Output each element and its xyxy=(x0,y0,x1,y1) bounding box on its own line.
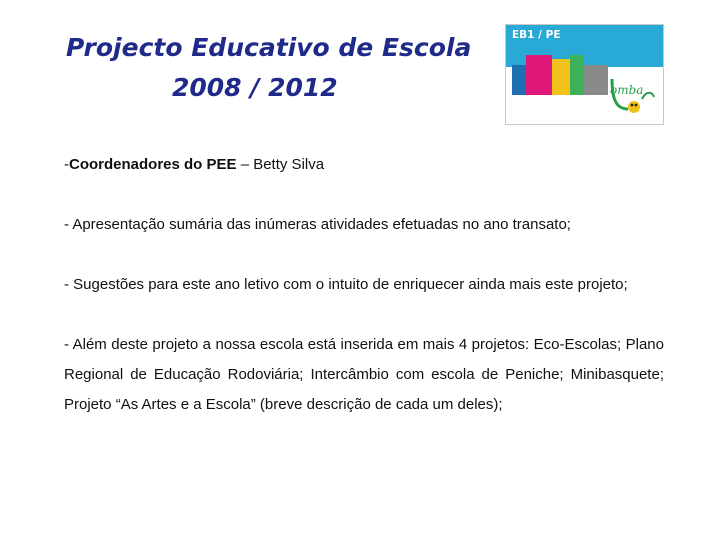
logo-stripe-blue xyxy=(512,65,526,95)
logo-stripe-magenta xyxy=(526,55,552,95)
bullet-item-3: - Além deste projeto a nossa escola está inserida em mais 4 projetos: Eco-Escolas; Plano Regional de Educação Rodoviária; Intercâmbio com escola de Peniche; Minibasquete; Projeto “As Artes e a Escola” (breve descrição de cada um deles); xyxy=(64,336,664,413)
coordinators-dash: - xyxy=(64,156,69,173)
coordinators-label: Coordenadores do PEE xyxy=(69,156,237,173)
title-line-2: 2008 / 2012 xyxy=(172,73,338,102)
logo-tag: EB1 / PE xyxy=(512,29,561,41)
logo-stripe-yellow xyxy=(552,59,570,95)
logo-script-text: omba xyxy=(610,83,644,97)
logo-stripe-green xyxy=(570,55,584,95)
coordinators-name: – Betty Silva xyxy=(236,156,325,173)
bullet-item-2: - Sugestões para este ano letivo com o intuito de enriquecer ainda mais este projeto; xyxy=(64,276,628,293)
title-line-1: Projecto Educativo de Escola xyxy=(66,33,472,62)
slide-body xyxy=(64,150,664,420)
coordinators-line xyxy=(64,150,664,180)
school-logo xyxy=(505,24,664,125)
bullet-item-1: - Apresentação sumária das inúmeras atividades efetuadas no ano transato; xyxy=(64,216,571,233)
slide-title xyxy=(66,28,506,108)
logo-stripe-gray xyxy=(584,65,608,95)
